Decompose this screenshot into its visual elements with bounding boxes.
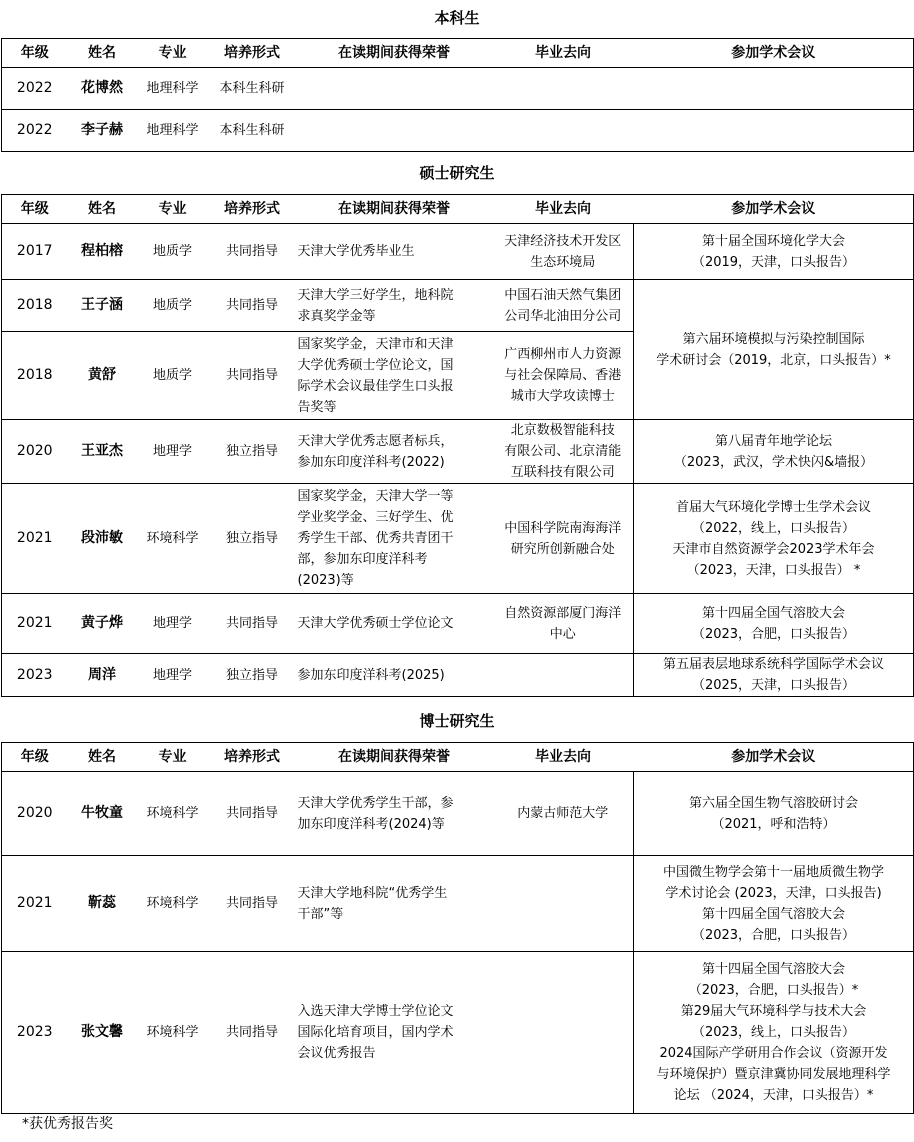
- master-table: [1, 194, 914, 697]
- honors-line: (2023)等: [297, 573, 354, 588]
- destination-line: 中国石油天然气集团: [504, 287, 622, 303]
- honors-cell: [296, 952, 493, 1114]
- footnote: *获优秀报告奖: [22, 1116, 113, 1132]
- conference-cell: [634, 110, 914, 152]
- year-cell: 2018: [2, 280, 68, 332]
- name-header: 姓名: [68, 39, 137, 68]
- honors-cell: [296, 420, 493, 484]
- conference-line: （2021，呼和浩特）: [711, 816, 836, 832]
- year-cell: 2022: [2, 110, 68, 152]
- honors-cell: [296, 280, 493, 332]
- destination-line: 与社会保障局、香港: [504, 368, 622, 383]
- honors-line: 天津大学优秀学生干部，参: [297, 795, 454, 811]
- year-cell: 2020: [2, 420, 68, 484]
- year-cell: 2023: [2, 952, 68, 1114]
- destination-header: 毕业去向: [493, 195, 634, 224]
- conference-line: （2023，线上，口头报告）: [691, 1025, 856, 1040]
- destination-cell: [493, 952, 634, 1114]
- destination-cell: [493, 332, 634, 420]
- destination-cell: [493, 420, 634, 484]
- student-name: 黄子烨: [68, 594, 137, 654]
- conference-line: 2024国际产学研用合作会议（资源开发: [659, 1046, 888, 1061]
- honors-line: 天津大学地科院“优秀学生: [297, 885, 448, 901]
- phd-section-title: 博士研究生: [419, 712, 495, 730]
- destination-line: 天津经济技术开发区: [504, 233, 622, 249]
- destination-line: 北京数极智能科技: [510, 423, 615, 438]
- honors-cell: [296, 772, 493, 856]
- major-cell: 地理科学: [137, 68, 209, 110]
- honors-cell: [296, 484, 493, 594]
- year-cell: 2020: [2, 772, 68, 856]
- conference-line: 学术讨论会 (2023，天津，口头报告): [665, 885, 882, 901]
- year-cell: 2017: [2, 224, 68, 280]
- destination-line: 互联科技有限公司: [510, 465, 615, 480]
- honors-line: 天津大学三好学生，地科院: [297, 287, 454, 303]
- major-cell: 环境科学: [137, 856, 209, 952]
- major-cell: 地理学: [137, 420, 209, 484]
- honors-line: 学业奖学金、三好学生、优: [297, 510, 454, 525]
- honors-line: 际学术会议最佳学生口头报: [297, 378, 454, 394]
- honors-line: 加东印度洋科考(2024)等: [297, 816, 445, 832]
- honors-line: 求真奖学金等: [297, 308, 376, 324]
- master-header-row: [2, 195, 914, 224]
- destination-cell: [493, 856, 634, 952]
- destination-cell: [493, 280, 634, 332]
- year-cell: 2023: [2, 654, 68, 697]
- phd-header-row: [2, 743, 914, 772]
- honors-cell: [296, 332, 493, 420]
- honors-line: 天津大学优秀毕业生: [297, 244, 415, 259]
- year-cell: 2018: [2, 332, 68, 420]
- honors-cell: [296, 856, 493, 952]
- conference-cell: [634, 654, 914, 697]
- major-cell: 地理学: [137, 594, 209, 654]
- honors-line: 天津大学优秀硕士学位论文: [297, 616, 454, 631]
- table-row: [2, 68, 914, 110]
- name-header: 姓名: [68, 743, 137, 772]
- form-cell: 共同指导: [209, 594, 296, 654]
- conference-line: （2023，合肥，口头报告）: [691, 626, 856, 642]
- conference-cell: [634, 772, 914, 856]
- major-header: 专业: [137, 743, 209, 772]
- student-name: 靳蕊: [68, 856, 137, 952]
- conference-line: （2023，合肥，口头报告）*: [688, 983, 859, 998]
- table-row: [2, 594, 914, 654]
- undergrad-table: [1, 38, 914, 152]
- conference-header: 参加学术会议: [634, 743, 914, 772]
- table-row: [2, 110, 914, 152]
- conference-cell: [634, 856, 914, 952]
- destination-line: 城市大学攻读博士: [510, 389, 615, 404]
- year-cell: 2021: [2, 856, 68, 952]
- honors-cell: [296, 594, 493, 654]
- conference-header: 参加学术会议: [634, 39, 914, 68]
- master-section-title: 硕士研究生: [419, 164, 495, 182]
- conference-cell: [634, 594, 914, 654]
- honors-line: 入选天津大学博士学位论文: [297, 1004, 454, 1019]
- conference-line: 第八届青年地学论坛: [714, 433, 832, 449]
- conference-line: 论坛 （2024，天津，口头报告）*: [673, 1088, 874, 1103]
- year-cell: 2022: [2, 68, 68, 110]
- conference-line: （2023，合肥，口头报告）: [691, 927, 856, 943]
- destination-cell: [493, 594, 634, 654]
- table-row: [2, 654, 914, 697]
- major-cell: 地质学: [137, 280, 209, 332]
- table-row: [2, 952, 914, 1114]
- destination-cell: [493, 224, 634, 280]
- student-name: 花博然: [68, 68, 137, 110]
- major-cell: 环境科学: [137, 952, 209, 1114]
- conference-cell: [634, 484, 914, 594]
- destination-cell: [493, 772, 634, 856]
- phd-table: [1, 742, 914, 1114]
- form-cell: 共同指导: [209, 772, 296, 856]
- undergrad-section-title: 本科生: [434, 9, 480, 27]
- conference-line: 第五届表层地球系统科学国际学术会议: [662, 657, 884, 672]
- conference-line: 第十四届全国气溶胶大会: [701, 962, 845, 977]
- table-row: [2, 856, 914, 952]
- table-row: [2, 484, 914, 594]
- major-cell: 地理科学: [137, 110, 209, 152]
- student-name: 程柏榕: [68, 224, 137, 280]
- table-row: [2, 420, 914, 484]
- honors-line: 国家奖学金，天津市和天津: [297, 336, 454, 352]
- destination-line: 有限公司、北京清能: [504, 444, 622, 459]
- conference-cell: [634, 952, 914, 1114]
- conference-line: 第十届全国环境化学大会: [701, 233, 845, 249]
- honors-cell: [296, 224, 493, 280]
- destination-line: 生态环境局: [530, 254, 596, 270]
- honors-header: 在读期间获得荣誉: [296, 743, 493, 772]
- major-cell: 环境科学: [137, 484, 209, 594]
- year-cell: 2021: [2, 594, 68, 654]
- conference-header: 参加学术会议: [634, 195, 914, 224]
- major-cell: 环境科学: [137, 772, 209, 856]
- honors-line: 大学优秀硕士学位论文，国: [297, 357, 454, 373]
- conference-cell: [634, 224, 914, 280]
- destination-cell: [493, 484, 634, 594]
- destination-cell: [493, 654, 634, 697]
- conference-cell: [634, 420, 914, 484]
- student-name: 李子赫: [68, 110, 137, 152]
- form-cell: 共同指导: [209, 952, 296, 1114]
- conference-cell: [634, 280, 914, 420]
- student-name: 王亚杰: [68, 420, 137, 484]
- name-header: 姓名: [68, 195, 137, 224]
- conference-line: 第六届全国生物气溶胶研讨会: [688, 795, 858, 811]
- destination-line: 自然资源部厦门海洋: [504, 605, 622, 621]
- conference-line: （2025，天津，口头报告）: [691, 678, 856, 693]
- conference-cell: [634, 68, 914, 110]
- honors-cell: [296, 110, 493, 152]
- undergrad-header-row: [2, 39, 914, 68]
- major-header: 专业: [137, 39, 209, 68]
- conference-line: （2023，武汉，学术快闪&墙报）: [673, 454, 874, 470]
- conference-line: 第29届大气环境科学与技术大会: [680, 1004, 867, 1019]
- destination-line: 中心: [549, 626, 576, 642]
- student-name: 牛牧童: [68, 772, 137, 856]
- major-cell: 地质学: [137, 224, 209, 280]
- major-cell: 地质学: [137, 332, 209, 420]
- destination-line: 中国科学院南海海洋: [504, 520, 622, 536]
- honors-line: 国际化培育项目，国内学术: [297, 1025, 454, 1040]
- honors-line: 会议优秀报告: [297, 1046, 376, 1061]
- form-cell: 本科生科研: [209, 68, 296, 110]
- conference-line: 天津市自然资源学会2023学术年会: [672, 541, 875, 557]
- honors-cell: [296, 68, 493, 110]
- honors-line: 参加东印度洋科考(2022): [297, 454, 445, 470]
- form-header: 培养形式: [209, 743, 296, 772]
- destination-line: 内蒙古师范大学: [517, 806, 609, 821]
- conference-line: 第十四届全国气溶胶大会: [701, 906, 845, 922]
- conference-line: 第十四届全国气溶胶大会: [701, 605, 845, 621]
- conference-line: 与环境保护）暨京津冀协同发展地理科学: [656, 1067, 891, 1082]
- student-name: 周洋: [68, 654, 137, 697]
- conference-line: （2022，线上，口头报告）: [691, 520, 856, 536]
- honors-line: 国家奖学金，天津大学一等: [297, 489, 454, 504]
- honors-line: 告奖等: [297, 399, 337, 415]
- conference-line: 第六届环境模拟与污染控制国际: [682, 331, 865, 347]
- destination-cell: [493, 68, 634, 110]
- destination-cell: [493, 110, 634, 152]
- form-cell: 共同指导: [209, 280, 296, 332]
- honors-cell: [296, 654, 493, 697]
- honors-line: 天津大学优秀志愿者标兵，: [297, 433, 454, 449]
- year-header: 年级: [2, 39, 68, 68]
- form-header: 培养形式: [209, 39, 296, 68]
- student-name: 王子涵: [68, 280, 137, 332]
- conference-line: 首届大气环境化学博士生学术会议: [675, 499, 871, 515]
- year-header: 年级: [2, 743, 68, 772]
- major-header: 专业: [137, 195, 209, 224]
- year-cell: 2021: [2, 484, 68, 594]
- student-name: 张文馨: [68, 952, 137, 1114]
- form-cell: 本科生科研: [209, 110, 296, 152]
- student-name: 段沛敏: [68, 484, 137, 594]
- honors-header: 在读期间获得荣誉: [296, 39, 493, 68]
- form-header: 培养形式: [209, 195, 296, 224]
- honors-line: 干部”等: [297, 906, 344, 922]
- form-cell: 共同指导: [209, 332, 296, 420]
- honors-line: 参加东印度洋科考(2025): [297, 667, 445, 683]
- form-cell: 共同指导: [209, 856, 296, 952]
- conference-line: 学术研讨会（2019，北京，口头报告）*: [656, 352, 891, 368]
- year-header: 年级: [2, 195, 68, 224]
- destination-header: 毕业去向: [493, 39, 634, 68]
- destination-line: 广西柳州市人力资源: [504, 347, 622, 362]
- major-cell: 地理学: [137, 654, 209, 697]
- form-cell: 独立指导: [209, 654, 296, 697]
- honors-line: 部，参加东印度洋科考: [297, 552, 428, 567]
- destination-header: 毕业去向: [493, 743, 634, 772]
- honors-header: 在读期间获得荣誉: [296, 195, 493, 224]
- form-cell: 共同指导: [209, 224, 296, 280]
- conference-line: （2019，天津，口头报告）: [691, 254, 856, 270]
- form-cell: 独立指导: [209, 484, 296, 594]
- table-row: [2, 224, 914, 280]
- destination-line: 公司华北油田分公司: [504, 308, 622, 324]
- destination-line: 研究所创新融合处: [510, 541, 615, 557]
- conference-line: 中国微生物学会第十一届地质微生物学: [662, 864, 884, 880]
- student-name: 黄舒: [68, 332, 137, 420]
- table-row: [2, 772, 914, 856]
- conference-line: （2023，天津，口头报告） *: [686, 562, 861, 578]
- table-row: [2, 280, 914, 332]
- form-cell: 独立指导: [209, 420, 296, 484]
- honors-line: 秀学生干部、优秀共青团干: [297, 531, 454, 546]
